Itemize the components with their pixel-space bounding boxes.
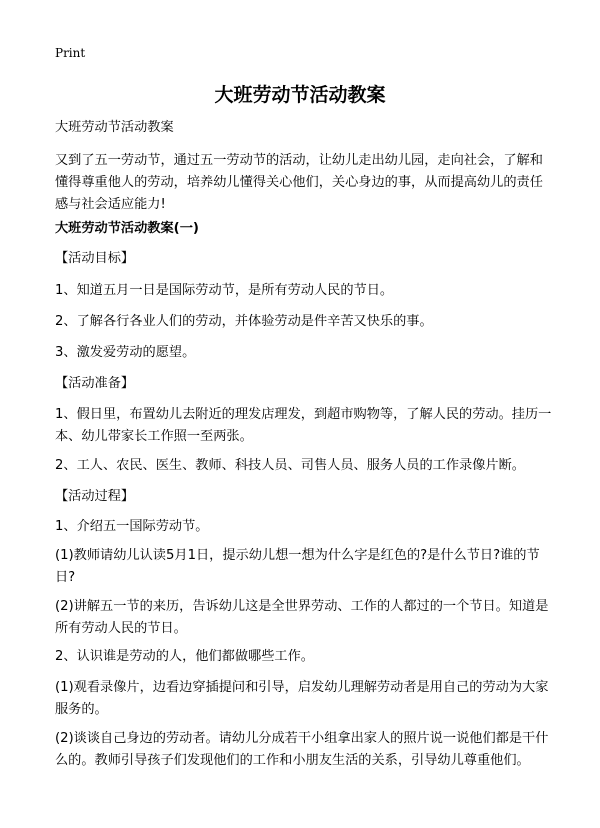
process-item: (1)教师请幼儿认读5月1日，提示幼儿想一想为什么字是红色的?是什么节日?谁的节日? [55,548,540,585]
process-item: (2)谈谈自己身边的劳动者。请幼儿分成若干小组拿出家人的照片说一说他们都是干什么的。教师引导孩子们发现他们的工作和小朋友生活的关系，引导幼儿尊重他们。 [55,731,549,768]
goal-item: 1、知道五月一日是国际劳动节，是所有劳动人民的节日。 [55,283,394,298]
prep-item: 1、假日里，布置幼儿去附近的理发店理发，到超市购物等，了解人民的劳动。挂历一本、幼儿带家长工作照一至两张。 [55,407,552,444]
print-link[interactable]: Print [55,46,86,60]
prep-heading: 【活动准备】 [55,376,135,391]
prep-item: 2、工人、农民、医生、教师、科技人员、司售人员、服务人员的工作录像片断。 [55,458,525,473]
intro-paragraph: 又到了五一劳动节，通过五一劳动节的活动，让幼儿走出幼儿园，走向社会，了解和懂得尊重他人的劳动，培养幼儿懂得关心他们，关心身边的事，从而提高幼儿的责任感与社会适应能力! [55,153,543,212]
goal-item: 2、了解各行各业人们的劳动，并体验劳动是件辛苦又快乐的事。 [55,314,433,329]
section-heading: 大班劳动节活动教案(一) [55,221,199,236]
goal-item: 3、激发爱劳动的愿望。 [55,345,196,360]
process-item: 2、认识谁是劳动的人，他们都做哪些工作。 [55,649,314,664]
process-item: 1、介绍五一国际劳动节。 [55,519,209,534]
document-subtitle: 大班劳动节活动教案 [55,120,174,135]
process-item: (2)讲解五一节的来历，告诉幼儿这是全世界劳动、工作的人都过的一个节日。知道是所有劳动人民的节日。 [55,599,549,636]
process-item: (1)观看录像片，边看边穿插提问和引导，启发幼儿理解劳动者是用自己的劳动为大家服务的。 [55,680,549,717]
goals-heading: 【活动目标】 [55,251,135,266]
process-heading: 【活动过程】 [55,489,135,504]
document-title: 大班劳动节活动教案 [214,84,386,106]
